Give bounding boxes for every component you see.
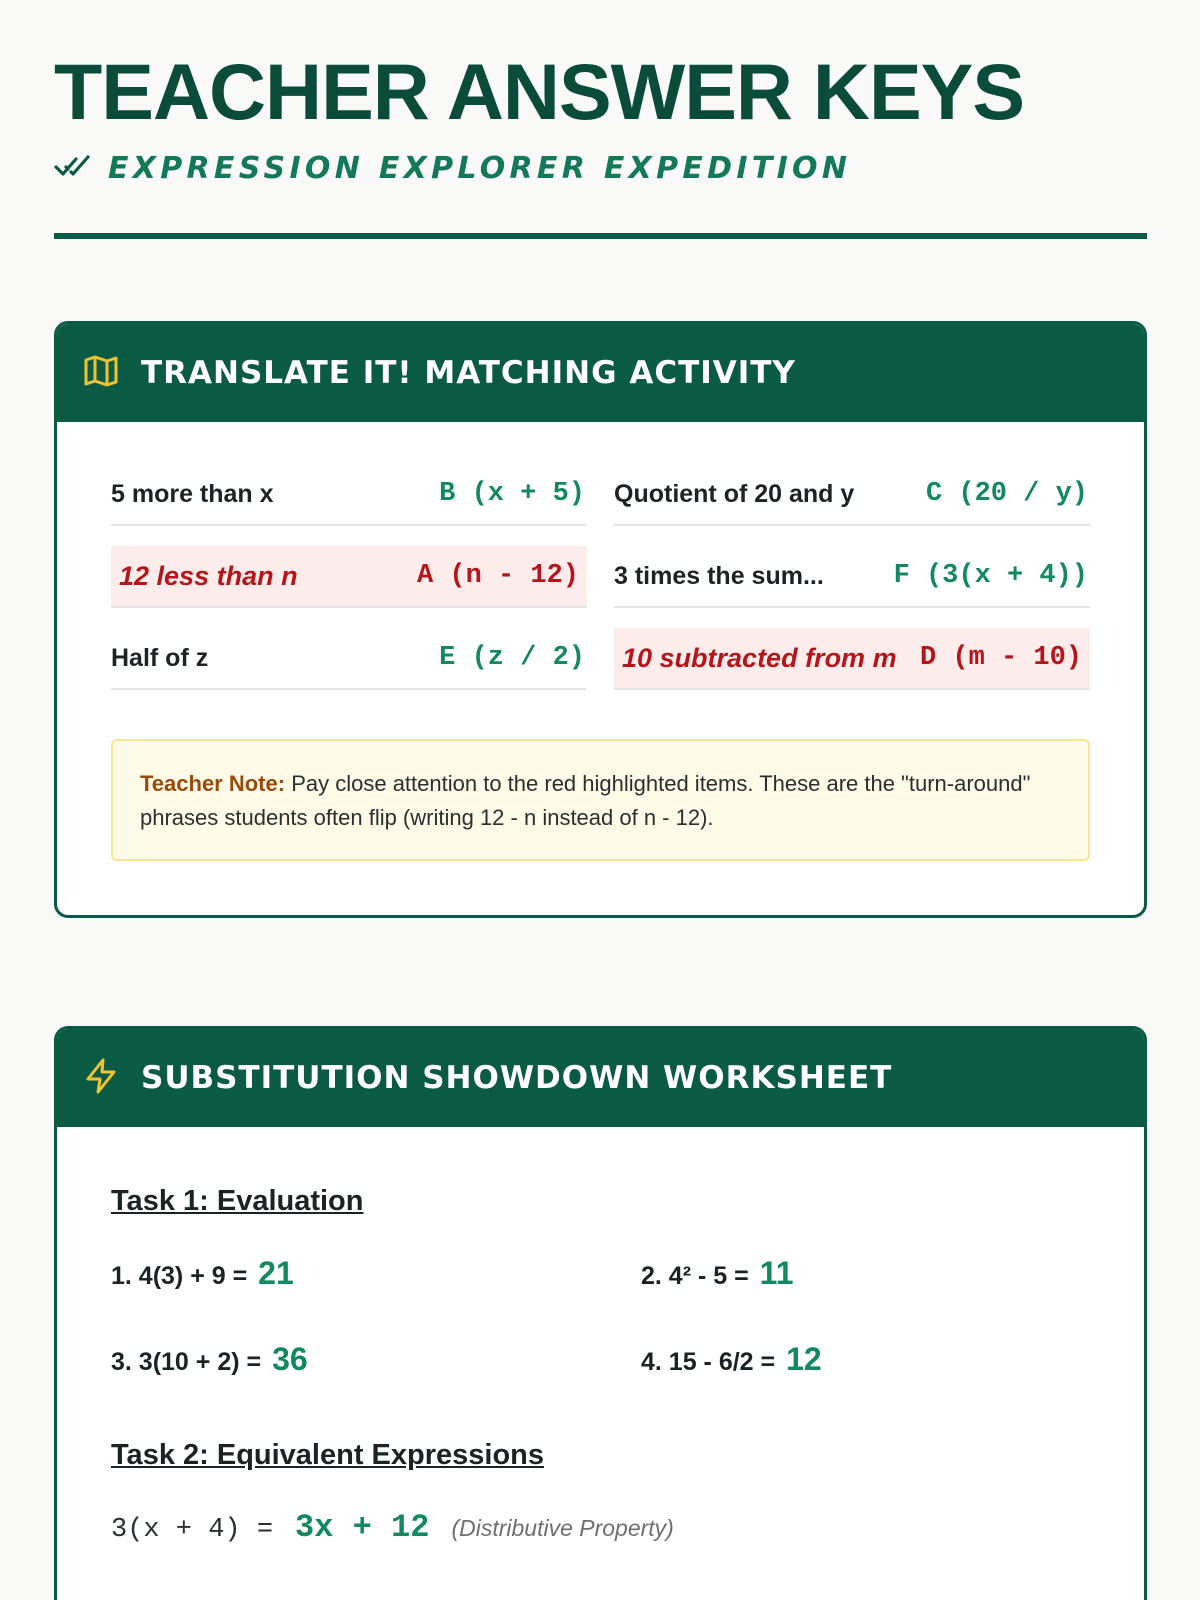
problem-item xyxy=(641,1255,793,1292)
matching-activity-card xyxy=(54,321,1147,918)
matching-column-right xyxy=(614,464,1090,710)
substitution-card-title: SUBSTITUTION SHOWDOWN WORKSHEET xyxy=(141,1060,893,1096)
problem-question: 1. 4(3) + 9 = xyxy=(111,1262,248,1290)
match-row-flagged xyxy=(614,628,1090,690)
subtitle-row xyxy=(54,148,851,188)
problem-question: 3. 3(10 + 2) = xyxy=(111,1348,262,1376)
match-answer: D (m - 10) xyxy=(919,643,1082,673)
match-phrase: 10 subtracted from m xyxy=(622,642,897,673)
match-row xyxy=(111,628,587,690)
match-row xyxy=(111,464,587,526)
task2-heading: Task 2: Equivalent Expressions xyxy=(111,1439,545,1471)
substitution-worksheet-card xyxy=(54,1026,1147,1600)
teacher-note xyxy=(111,739,1090,861)
double-check-icon xyxy=(54,153,92,183)
teacher-note-label: Teacher Note: xyxy=(140,771,286,796)
header-divider xyxy=(54,233,1147,239)
equivalent-expression-row xyxy=(111,1509,674,1546)
match-answer: C (20 / y) xyxy=(925,479,1088,509)
equiv-reason: (Distributive Property) xyxy=(451,1515,674,1541)
match-row xyxy=(614,546,1090,608)
equiv-result: 3x + 12 xyxy=(295,1509,430,1546)
matching-column-left xyxy=(111,464,587,710)
page-subtitle: EXPRESSION EXPLORER EXPEDITION xyxy=(108,150,852,186)
match-answer: A (n - 12) xyxy=(416,561,579,591)
problem-answer: 12 xyxy=(786,1341,822,1377)
match-phrase: Half of z xyxy=(111,643,209,672)
match-answer: E (z / 2) xyxy=(439,643,585,673)
match-answer: F (3(x + 4)) xyxy=(893,561,1088,591)
equiv-expression: 3(x + 4) = xyxy=(111,1515,274,1545)
problem-question: 4. 15 - 6/2 = xyxy=(641,1348,776,1376)
teacher-note-text: Pay close attention to the red highlighted items. These are the "turn-around" phrases students often flip (writing 12 - n instead of n - 12). xyxy=(140,771,1031,830)
problem-answer: 36 xyxy=(272,1341,308,1377)
match-row-flagged xyxy=(111,546,587,608)
lightning-icon xyxy=(83,1058,119,1098)
task1-heading: Task 1: Evaluation xyxy=(111,1185,364,1217)
map-icon xyxy=(83,353,119,393)
problem-item xyxy=(641,1341,822,1378)
page-title: TEACHER ANSWER KEYS xyxy=(54,47,1025,136)
match-phrase: 12 less than n xyxy=(119,560,298,591)
problem-answer: 11 xyxy=(759,1255,794,1291)
match-row xyxy=(614,464,1090,526)
problem-answer: 21 xyxy=(258,1255,294,1291)
match-phrase: 3 times the sum... xyxy=(614,561,824,590)
match-phrase: Quotient of 20 and y xyxy=(614,479,855,508)
problem-item xyxy=(111,1255,294,1292)
matching-card-header xyxy=(57,324,1144,422)
match-answer: B (x + 5) xyxy=(439,479,585,509)
matching-card-title: TRANSLATE IT! MATCHING ACTIVITY xyxy=(141,355,796,391)
substitution-card-header xyxy=(57,1029,1144,1127)
problem-item xyxy=(111,1341,308,1378)
problem-question: 2. 4² - 5 = xyxy=(641,1262,749,1290)
match-phrase: 5 more than x xyxy=(111,479,274,508)
